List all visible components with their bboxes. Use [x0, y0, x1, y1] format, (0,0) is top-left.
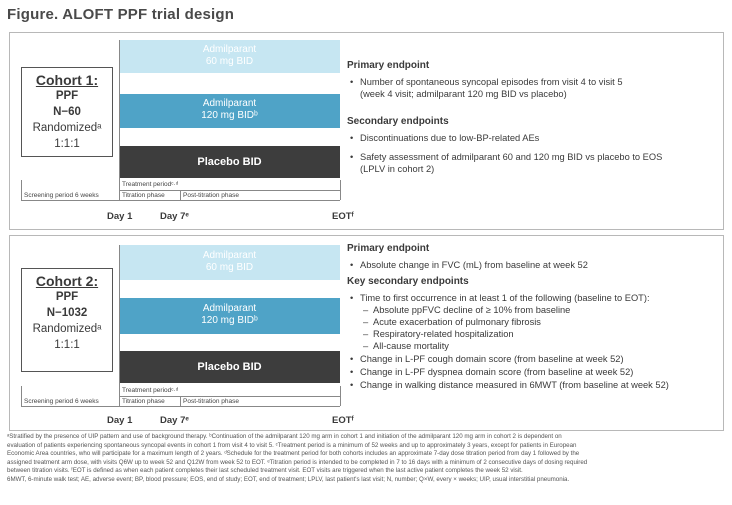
bullet: •: [350, 354, 354, 364]
cohort2-n: N−1032: [46, 307, 88, 319]
bullet: •: [350, 77, 354, 87]
arm-120-drug: Admilparant: [202, 303, 257, 314]
c2-left-line: [21, 386, 22, 406]
c2-key-item-2: [350, 353, 722, 365]
c2-key-sub-text-2: Acute exacerbation of pulmonary fibrosis: [373, 317, 541, 327]
arm-120-dose: 120 mg BIDᵇ: [201, 110, 258, 121]
c1-day1-line: [119, 40, 120, 200]
c2-treatment-period: Treatment periodᶜ·ᵈ: [122, 387, 179, 394]
arm-120-drug: Admilparant: [202, 98, 257, 109]
arm-60-drug: Admilparant: [202, 250, 257, 261]
cohort2-arm-60mg: [119, 245, 340, 280]
footnote-line-2: evaluation of patients experiencing spontaneous syncopal events in cohort 1 from visit 4 to visit 5. ᶜTreatment period is a minimum of 52 weeks and up to approximately 3 years, except for patients in European: [7, 441, 577, 449]
c2-key-text-4: Change in walking distance measured in 6MWT (from baseline at week 52): [360, 380, 669, 390]
c1-secondary-item-1: [350, 132, 720, 144]
c1-left-line: [21, 180, 22, 200]
c2-treatment-line: [119, 396, 340, 397]
c2-primary-header: Primary endpoint: [347, 243, 430, 254]
c2-key-sub-2: [363, 316, 713, 328]
c2-day1-line: [119, 245, 120, 406]
bullet: •: [350, 380, 354, 390]
cohort1-arm-120mg: [119, 94, 340, 128]
c2-key-sub-text-4: All-cause mortality: [373, 341, 449, 351]
c1-secondary-item-2: [350, 151, 720, 175]
bullet: •: [350, 133, 354, 143]
bullet: •: [350, 293, 354, 303]
c2-key-text-1: Time to first occurrence in at least 1 of the following (baseline to EOT):: [360, 293, 650, 303]
dash: –: [363, 329, 369, 339]
c2-day1: Day 1: [107, 415, 133, 426]
dash: –: [363, 317, 369, 327]
c1-primary-item: [350, 76, 720, 100]
c1-primary-text-1: Number of spontaneous syncopal episodes from visit 4 to visit 5: [360, 77, 623, 87]
c1-secondary-text-2b: (LPLV in cohort 2): [360, 164, 435, 174]
c2-key-sub-3: [363, 328, 713, 340]
cohort2-randomized: Randomizedᵃ: [32, 323, 102, 335]
c1-secondary-text-1: Discontinuations due to low-BP-related AEs: [360, 133, 540, 143]
dash: –: [363, 341, 369, 351]
footnote-line-5: between titration visits. ᶠEOT is defined as when each patient completes their last scheduled treatment visit. EOT visits are triggered when the last active patient completes the week 52 visit.: [7, 467, 523, 475]
cohort1-title: Cohort 1:: [35, 72, 99, 88]
c1-treatment-period: Treatment periodᶜ·ᵈ: [122, 181, 179, 188]
cohort2-arm-placebo: [119, 351, 340, 383]
arm-placebo-label: Placebo BID: [197, 361, 262, 373]
cohort1-box: [21, 67, 113, 157]
c1-primary-header: Primary endpoint: [347, 60, 430, 71]
cohort1-n: N−60: [53, 106, 81, 118]
c2-screening: Screening period 6 weeks: [24, 398, 99, 405]
cohort1-ratio: 1:1:1: [54, 138, 80, 150]
c1-day1: Day 1: [107, 211, 133, 222]
cohort1-arm-60mg: [119, 40, 340, 73]
c2-titration: Titration phase: [122, 398, 165, 405]
arm-placebo-label: Placebo BID: [197, 156, 262, 168]
c1-screening: Screening period 6 weeks: [24, 192, 99, 199]
cohort1-population: PPF: [55, 90, 79, 102]
c1-post-titration: Post-titration phase: [183, 192, 240, 199]
c1-treatment-line: [119, 190, 340, 191]
c2-primary-text: Absolute change in FVC (mL) from baseline at week 52: [360, 260, 588, 270]
c2-key-secondary-header: Key secondary endpoints: [347, 276, 469, 287]
cohort1-arm-placebo: [119, 146, 340, 178]
c2-key-sub-text-3: Respiratory-related hospitalization: [373, 329, 514, 339]
c2-post-titration: Post-titration phase: [183, 398, 240, 405]
c1-secondary-header: Secondary endpoints: [347, 116, 449, 127]
c1-primary-text-2: (week 4 visit; admilparant 120 mg BID vs placebo): [360, 89, 567, 99]
footnote-line-4: assigned treatment arm dose, with visits Q6W up to week 52 and Q12W from week 52 to EOT. ᵉTitration period is intended to be completed in 7 to 16 days with a minimum of 2 consecutive days of dosing required: [7, 458, 588, 466]
bullet: •: [350, 367, 354, 377]
c2-phase-line: [21, 406, 340, 407]
c2-key-sub-4: [363, 340, 713, 352]
c2-key-sub-text-1: Absolute ppFVC decline of ≥ 10% from baseline: [373, 305, 571, 315]
footnote-line-3: Economic Area countries, who will participate for a maximum length of 2 years. ᵈSchedule for the treatment period for both cohorts includes an approximate 7-day dose titration period from day 1 followed by the: [7, 450, 580, 458]
c2-eot: EOTᶠ: [332, 415, 354, 426]
bullet: •: [350, 260, 354, 270]
cohort1-randomized: Randomizedᵃ: [32, 122, 102, 134]
cohort2-population: PPF: [55, 291, 79, 303]
c2-key-item-1: [350, 292, 722, 304]
c2-eot-line: [340, 386, 341, 406]
footnote-line-1: ᵃStratified by the presence of UIP pattern and use of background therapy. ᵇContinuation of the admilparant 120 mg arm in cohort 1 and initiation of the admilparant 120 mg arm in cohort 2 is dependent on: [7, 433, 562, 440]
c1-titration: Titration phase: [122, 192, 165, 199]
c2-primary-item: [350, 259, 720, 271]
figure-title: Figure. ALOFT PPF trial design: [7, 6, 235, 23]
c1-day7: Day 7ᵉ: [160, 211, 189, 222]
c2-key-text-2: Change in L-PF cough domain score (from baseline at week 52): [360, 354, 624, 364]
footnote-line-6: 6MWT, 6-minute walk test; AE, adverse event; BP, blood pressure; EOS, end of study; EOT, end of treatment; LPLV, last patient's last visit; N, number; Q×W, every × weeks; UIP, usual interstitial pneumonia.: [7, 475, 570, 483]
c1-eot: EOTᶠ: [332, 211, 354, 222]
arm-60-drug: Admilparant: [202, 44, 257, 55]
c1-secondary-text-2a: Safety assessment of admilparant 60 and 120 mg BID vs placebo to EOS: [360, 152, 663, 162]
dash: –: [363, 305, 369, 315]
c2-key-text-3: Change in L-PF dyspnea domain score (from baseline at week 52): [360, 367, 634, 377]
arm-60-dose: 60 mg BID: [205, 262, 254, 273]
cohort2-arm-120mg: [119, 298, 340, 334]
footnotes: [7, 433, 723, 485]
c2-key-item-3: [350, 366, 722, 378]
bullet: •: [350, 152, 354, 162]
c1-phase-line: [21, 200, 340, 201]
c2-key-item-4: [350, 379, 722, 391]
cohort2-box: [21, 268, 113, 372]
c2-key-sub-1: [363, 304, 713, 316]
cohort2-title: Cohort 2:: [35, 273, 99, 289]
c2-day7: Day 7ᵉ: [160, 415, 189, 426]
c1-day7-line: [180, 190, 181, 200]
cohort2-ratio: 1:1:1: [54, 339, 80, 351]
arm-60-dose: 60 mg BID: [205, 56, 254, 67]
arm-120-dose: 120 mg BIDᵇ: [201, 315, 258, 326]
c1-eot-line: [340, 180, 341, 200]
c2-day7-line: [180, 396, 181, 406]
